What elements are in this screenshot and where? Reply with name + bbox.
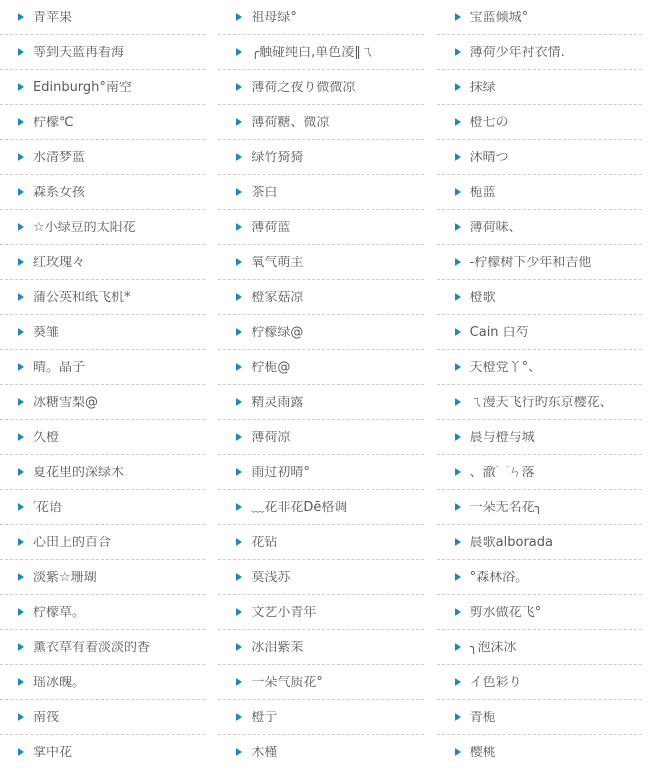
nickname-link[interactable]: 淡紫☆珊瑚 <box>33 570 97 584</box>
right-triangle-icon <box>236 398 242 406</box>
nickname-cell <box>437 315 642 350</box>
right-triangle-icon <box>236 83 242 91</box>
nickname-link[interactable]: 晴。晶子 <box>33 360 86 374</box>
nickname-link[interactable]: 青苹果 <box>33 10 73 24</box>
nickname-cell <box>218 350 423 385</box>
nickname-link[interactable]: ㄟ漫天飞行旳东京樱花、 <box>469 395 613 409</box>
nickname-cell <box>0 700 205 735</box>
right-triangle-icon <box>455 713 461 721</box>
nickname-cell <box>437 665 642 700</box>
nickname-link[interactable]: 蒲公英和纸飞机* <box>33 290 131 304</box>
right-triangle-icon <box>236 538 242 546</box>
nickname-link[interactable]: 樱桃 <box>469 745 496 759</box>
nickname-cell <box>218 210 423 245</box>
right-triangle-icon <box>455 48 461 56</box>
nickname-cell <box>218 0 423 35</box>
nickname-cell <box>0 350 205 385</box>
nickname-link[interactable]: 文艺小青年 <box>251 605 317 619</box>
nickname-link[interactable]: 冰泪紫茉 <box>251 640 304 654</box>
right-triangle-icon <box>455 573 461 581</box>
nickname-cell <box>437 70 642 105</box>
nickname-cell <box>437 0 642 35</box>
right-triangle-icon <box>236 573 242 581</box>
nickname-cell <box>218 175 423 210</box>
nickname-link[interactable]: 晨歌alborada <box>469 535 553 549</box>
nickname-cell <box>0 0 205 35</box>
nickname-link[interactable]: 薄荷糖、微凉 <box>251 115 330 129</box>
right-triangle-icon <box>18 433 24 441</box>
nickname-link[interactable]: 等到天蓝再看海 <box>33 45 125 59</box>
nickname-cell <box>437 175 642 210</box>
nickname-link[interactable]: 绿竹猗猗 <box>251 150 304 164</box>
nickname-link[interactable]: 薄荷之夜り微微凉 <box>251 80 356 94</box>
nickname-link[interactable]: 掌中花 <box>33 745 73 759</box>
right-triangle-icon <box>236 748 242 756</box>
right-triangle-icon <box>236 48 242 56</box>
right-triangle-icon <box>18 748 24 756</box>
nickname-link[interactable]: 薄荷味、 <box>469 220 522 234</box>
right-triangle-icon <box>18 328 24 336</box>
right-triangle-icon <box>455 83 461 91</box>
nickname-cell <box>0 735 205 768</box>
nickname-link[interactable]: 茶白 <box>251 185 278 199</box>
nickname-link[interactable]: Cain 白芍 <box>469 325 529 339</box>
right-triangle-icon <box>455 398 461 406</box>
nickname-cell <box>0 525 205 560</box>
right-triangle-icon <box>18 643 24 651</box>
right-triangle-icon <box>455 748 461 756</box>
nickname-cell <box>0 665 205 700</box>
right-triangle-icon <box>236 118 242 126</box>
right-triangle-icon <box>18 118 24 126</box>
nickname-link[interactable]: 剪水做花飞° <box>469 605 542 619</box>
nickname-link[interactable]: ′花语 <box>33 500 62 514</box>
nickname-cell <box>437 280 642 315</box>
right-triangle-icon <box>455 503 461 511</box>
nickname-cell <box>437 630 642 665</box>
right-triangle-icon <box>236 153 242 161</box>
nickname-link[interactable]: ╭触碰纯白,单色凌‖ㄟ <box>251 45 374 59</box>
nickname-link[interactable]: イ色彩り <box>469 675 522 689</box>
nickname-link[interactable]: Edinburgh°南空 <box>33 80 132 94</box>
nickname-link[interactable]: ☆小绿豆的太阳花 <box>33 220 136 234</box>
nickname-link[interactable]: 葵雏 <box>33 325 60 339</box>
nickname-link[interactable]: 莫浅苏 <box>251 570 291 584</box>
nickname-cell <box>0 175 205 210</box>
nickname-cell <box>218 420 423 455</box>
right-triangle-icon <box>18 398 24 406</box>
right-triangle-icon <box>236 503 242 511</box>
nickname-link[interactable]: 一朵无名花╮ <box>469 500 543 514</box>
right-triangle-icon <box>455 538 461 546</box>
nickname-cell <box>218 490 423 525</box>
nickname-link[interactable]: ﹏花非花Dē格调 <box>251 500 348 514</box>
right-triangle-icon <box>236 328 242 336</box>
right-triangle-icon <box>455 188 461 196</box>
nickname-link[interactable]: 、澈⌒ㄣ落 <box>469 465 535 479</box>
nickname-cell <box>437 140 642 175</box>
nickname-cell <box>437 210 642 245</box>
nickname-cell <box>437 595 642 630</box>
nickname-link[interactable]: 南筏 <box>33 710 60 724</box>
nickname-link[interactable]: 瑶冰魄。 <box>33 675 86 689</box>
nickname-link[interactable]: 木槿 <box>251 745 278 759</box>
nickname-cell <box>0 560 205 595</box>
right-triangle-icon <box>455 468 461 476</box>
nickname-cell <box>0 385 205 420</box>
right-triangle-icon <box>455 13 461 21</box>
right-triangle-icon <box>18 608 24 616</box>
nickname-link[interactable]: 柠檬绿@ <box>251 325 304 339</box>
nickname-cell <box>218 525 423 560</box>
nickname-link[interactable]: 晨与橙与城 <box>469 430 535 444</box>
nickname-link[interactable]: 薰衣草有着淡淡的香 <box>33 640 151 654</box>
right-triangle-icon <box>18 538 24 546</box>
right-triangle-icon <box>18 13 24 21</box>
nickname-cell <box>0 210 205 245</box>
nickname-cell <box>218 700 423 735</box>
right-triangle-icon <box>455 118 461 126</box>
right-triangle-icon <box>455 223 461 231</box>
nickname-cell <box>437 245 642 280</box>
nickname-cell <box>218 735 423 768</box>
nickname-cell <box>437 560 642 595</box>
nickname-link[interactable]: 天橙党丫°、 <box>469 360 542 374</box>
nickname-cell <box>0 70 205 105</box>
right-triangle-icon <box>455 293 461 301</box>
nickname-cell <box>218 35 423 70</box>
nickname-cell <box>0 455 205 490</box>
nickname-cell <box>437 385 642 420</box>
nickname-cell <box>218 595 423 630</box>
right-triangle-icon <box>455 643 461 651</box>
right-triangle-icon <box>455 363 461 371</box>
right-triangle-icon <box>18 678 24 686</box>
nickname-link[interactable]: 柠檬草。 <box>33 605 86 619</box>
nickname-cell <box>0 140 205 175</box>
nickname-cell <box>218 70 423 105</box>
right-triangle-icon <box>455 678 461 686</box>
nickname-cell <box>437 455 642 490</box>
nickname-link[interactable]: ╮泡沫冰 <box>469 640 517 654</box>
right-triangle-icon <box>236 433 242 441</box>
right-triangle-icon <box>236 293 242 301</box>
right-triangle-icon <box>18 468 24 476</box>
nickname-cell <box>437 420 642 455</box>
right-triangle-icon <box>236 713 242 721</box>
nickname-cell <box>0 630 205 665</box>
right-triangle-icon <box>236 223 242 231</box>
nickname-cell <box>437 735 642 768</box>
right-triangle-icon <box>18 573 24 581</box>
right-triangle-icon <box>455 153 461 161</box>
nickname-cell <box>437 350 642 385</box>
nickname-link[interactable]: 氧气萌主 <box>251 255 304 269</box>
nickname-cell <box>218 280 423 315</box>
nickname-cell <box>0 35 205 70</box>
right-triangle-icon <box>236 643 242 651</box>
nickname-link[interactable]: 沐晴つ <box>469 150 509 164</box>
nickname-cell <box>218 315 423 350</box>
nickname-cell <box>218 245 423 280</box>
right-triangle-icon <box>18 223 24 231</box>
nickname-cell <box>218 665 423 700</box>
right-triangle-icon <box>18 258 24 266</box>
nickname-link[interactable]: 水清梦蓝 <box>33 150 86 164</box>
nickname-cell <box>218 385 423 420</box>
right-triangle-icon <box>236 468 242 476</box>
nickname-cell <box>437 700 642 735</box>
nickname-cell <box>0 105 205 140</box>
nickname-cell <box>437 525 642 560</box>
right-triangle-icon <box>236 188 242 196</box>
nickname-link[interactable]: 精灵雨露 <box>251 395 304 409</box>
nickname-link[interactable]: 心田上的百合 <box>33 535 112 549</box>
nickname-cell <box>0 280 205 315</box>
right-triangle-icon <box>18 188 24 196</box>
nickname-link[interactable]: 柠栀@ <box>251 360 291 374</box>
nickname-cell <box>0 420 205 455</box>
right-triangle-icon <box>236 678 242 686</box>
nickname-link[interactable]: 橙歌 <box>469 290 496 304</box>
right-triangle-icon <box>455 608 461 616</box>
nickname-link[interactable]: 祖母绿° <box>251 10 297 24</box>
nickname-link[interactable]: 红玫瑰々 <box>33 255 86 269</box>
nickname-link[interactable]: 橙七の <box>469 115 509 129</box>
nickname-link[interactable]: 薄荷少年衬衣情. <box>469 45 565 59</box>
nickname-cell <box>0 595 205 630</box>
nickname-cell <box>0 315 205 350</box>
nickname-link[interactable]: 雨过初晴° <box>251 465 310 479</box>
right-triangle-icon <box>18 363 24 371</box>
nickname-link[interactable]: 森系女孩 <box>33 185 86 199</box>
right-triangle-icon <box>236 608 242 616</box>
right-triangle-icon <box>455 328 461 336</box>
right-triangle-icon <box>18 713 24 721</box>
right-triangle-icon <box>236 13 242 21</box>
nickname-link[interactable]: 柠檬℃ <box>33 115 74 129</box>
nickname-cell <box>437 105 642 140</box>
nickname-cell <box>437 490 642 525</box>
nickname-link[interactable]: 青栀 <box>469 710 496 724</box>
nickname-link[interactable]: 抹绿 <box>469 80 496 94</box>
right-triangle-icon <box>18 293 24 301</box>
right-triangle-icon <box>18 48 24 56</box>
nickname-cell <box>218 140 423 175</box>
nickname-cell <box>218 560 423 595</box>
right-triangle-icon <box>18 153 24 161</box>
nickname-cell <box>0 490 205 525</box>
nickname-cell <box>0 245 205 280</box>
nickname-cell <box>218 105 423 140</box>
nickname-cell <box>218 455 423 490</box>
nickname-link[interactable]: 薄荷蓝 <box>251 220 291 234</box>
nickname-cell <box>437 35 642 70</box>
nickname-cell <box>218 630 423 665</box>
nickname-link[interactable]: 花钻 <box>251 535 278 549</box>
right-triangle-icon <box>455 433 461 441</box>
right-triangle-icon <box>236 363 242 371</box>
nickname-link[interactable]: 橙亍 <box>251 710 278 724</box>
nickname-link[interactable]: 宝蓝倾城° <box>469 10 529 24</box>
nickname-link[interactable]: 栀蓝 <box>469 185 496 199</box>
nickname-link[interactable]: -柠檬树下少年和吉他 <box>469 255 592 269</box>
nickname-link[interactable]: °森林浴。 <box>469 570 529 584</box>
nickname-link[interactable]: 久橙 <box>33 430 60 444</box>
nickname-link[interactable]: 一朵气质花° <box>251 675 323 689</box>
right-triangle-icon <box>18 503 24 511</box>
nickname-link[interactable]: 冰糖雪梨@ <box>33 395 99 409</box>
right-triangle-icon <box>236 258 242 266</box>
nickname-link[interactable]: 夏花里的深绿木 <box>33 465 125 479</box>
right-triangle-icon <box>18 83 24 91</box>
right-triangle-icon <box>455 258 461 266</box>
nickname-link[interactable]: 橙家菇凉 <box>251 290 304 304</box>
nickname-link[interactable]: 薄荷凉 <box>251 430 291 444</box>
